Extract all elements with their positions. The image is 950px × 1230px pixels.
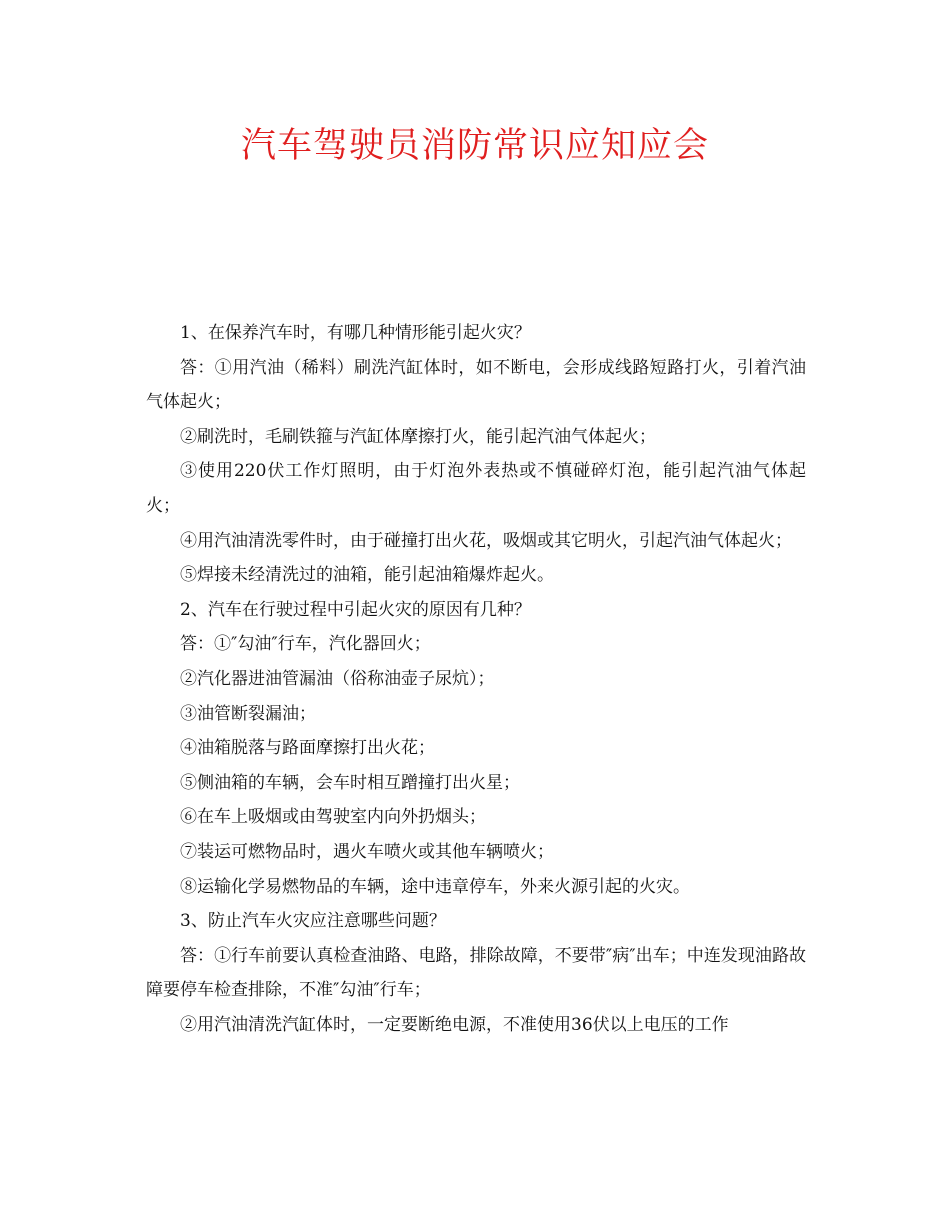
- paragraph-a2-2: ②汽化器进油管漏油（俗称油壶子尿炕）；: [180, 668, 495, 689]
- paragraph-a2-4: ④油箱脱落与路面摩擦打出火花；: [180, 738, 435, 759]
- paragraph-q1: 1、在保养汽车时，有哪几种情形能引起火灾？: [180, 323, 531, 343]
- paragraph-a1-2: ②刷洗时，毛刷铁箍与汽缸体摩擦打火，能引起汽油气体起火；: [180, 426, 656, 447]
- paragraph-a3-1: 答：①行车前要认真检查油路、电路，排除故障，不要带″病″出车；中连发现油路故障要停车检查排除，不准″勾油″行车；: [146, 945, 806, 1001]
- paragraph-q2: 2、汽车在行驶过程中引起火灾的原因有几种？: [180, 599, 531, 620]
- paragraph-a2-5: ⑤侧油箱的车辆，会车时相互蹭撞打出火星；: [180, 772, 520, 793]
- paragraph-a2-8: ⑧运输化学易燃物品的车辆，途中违章停车，外来火源引起的火灾。: [180, 876, 690, 897]
- paragraph-a2-6: ⑥在车上吸烟或由驾驶室内向外扔烟头；: [180, 807, 486, 828]
- paragraph-a1-1: 答：①用汽油（稀料）刷洗汽缸体时，如不断电，会形成线路短路打火，引着汽油气体起火；: [146, 357, 806, 413]
- paragraph-a1-3: ③使用220伏工作灯照明，由于灯泡外表热或不慎碰碎灯泡，能引起汽油气体起火；: [146, 461, 806, 516]
- paragraph-a1-4: ④用汽油清洗零件时，由于碰撞打出火花，吸烟或其它明火，引起汽油气体起火；: [180, 530, 792, 551]
- paragraph-a1-5: ⑤焊接未经清洗过的油箱，能引起油箱爆炸起火。: [180, 565, 554, 586]
- document-title: 汽车驾驶员消防常识应知应会: [240, 126, 709, 166]
- paragraph-a2-7: ⑦装运可燃物品时，遇火车喷火或其他车辆喷火；: [180, 841, 554, 862]
- paragraph-a2-3: ③油管断裂漏油；: [180, 703, 316, 724]
- document-body: [146, 316, 806, 1042]
- paragraph-a2-1: 答：①″勾油″行车，汽化器回火；: [180, 634, 431, 655]
- paragraph-a3-2: ②用汽油清洗汽缸体时，一定要断绝电源，不准使用36伏以上电压的工作: [180, 1014, 729, 1035]
- paragraph-q3: 3、防止汽车火灾应注意哪些问题？: [180, 911, 446, 932]
